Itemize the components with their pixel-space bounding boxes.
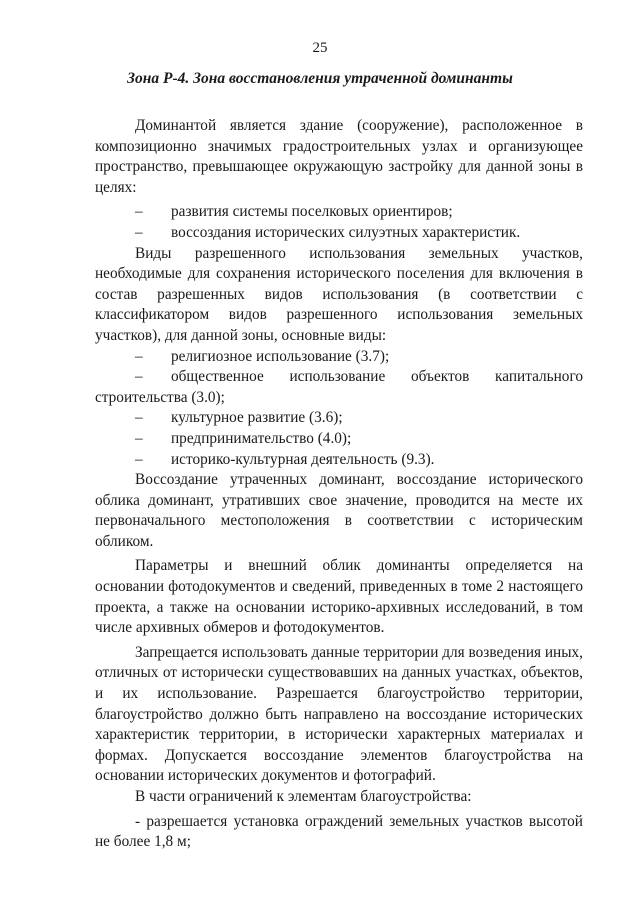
list-item-use: – религиозное использование (3.7);	[95, 347, 583, 368]
paragraph-dominant-definition: Доминантой является здание (сооружение), расположенное в композиционно значимых градостроительных узлах и организующее пространство, превышающее окружающую застройку для данной зоны в целях:	[95, 117, 583, 196]
document-body	[95, 116, 583, 853]
dash-marker: –	[135, 368, 143, 386]
dash-marker: –	[135, 223, 143, 241]
paragraph-fence-height: - разрешается установка ограждений земельных участков высотой не более 1,8 м;	[95, 812, 583, 851]
zone-title: Зона Р-4. Зона восстановления утраченной доминанты	[127, 70, 513, 87]
list-item-goal: – воссоздания исторических силуэтных характеристик.	[95, 223, 583, 244]
page-number: 25	[312, 40, 328, 56]
list-item-goal: – развития системы поселковых ориентиров;	[95, 202, 583, 223]
dash-marker: –	[135, 429, 143, 447]
paragraph-parameters: Параметры и внешний облик доминанты определяется на основании фотодокументов и сведений, приведенных в томе 2 настоящего проекта, а также на основании историко-архивных исследований, в том числе архивных обмеров и фотодокументов.	[95, 557, 583, 637]
list-item-use: – предпринимательство (4.0);	[95, 429, 583, 450]
paragraph-permitted-uses: Виды разрешенного использования земельных участков, необходимые для сохранения исторического поселения для включения в состав разрешенных видов использования (в соответствии с классификатором видов разрешенного использования земельных участков), для данной зоны, основные виды:	[95, 244, 583, 344]
list-item-use: – общественное использование объектов капитального строительства (3.0);	[95, 368, 583, 406]
dash-marker: –	[135, 409, 143, 427]
paragraph-reconstruction: Воссоздание утраченных доминант, воссоздание исторического облика доминант, утративших свое значение, проводится на месте их первоначального местоположения в соответствии с историческим обликом.	[95, 471, 583, 550]
list-item-use: – культурное развитие (3.6);	[95, 408, 583, 429]
dash-marker: –	[135, 203, 143, 221]
dash-marker: –	[135, 450, 143, 468]
dash-marker: –	[135, 347, 143, 365]
list-item-use: – историко-культурная деятельность (9.3).	[95, 450, 583, 471]
paragraph-prohibitions: Запрещается использовать данные территории для возведения иных, отличных от исторически существовавших на данных участках, объектов, и их использование. Разрешается благоустройство территории, благоустройство должно быть направлено на воссоздание исторических характеристик территории, в исторически характерных материалах и формах. Допускается воссоздание элементов благоустройства на основании исторических документов и фотографий.	[95, 643, 583, 785]
paragraph-landscaping-limits: В части ограничений к элементам благоустройства:	[135, 788, 472, 805]
